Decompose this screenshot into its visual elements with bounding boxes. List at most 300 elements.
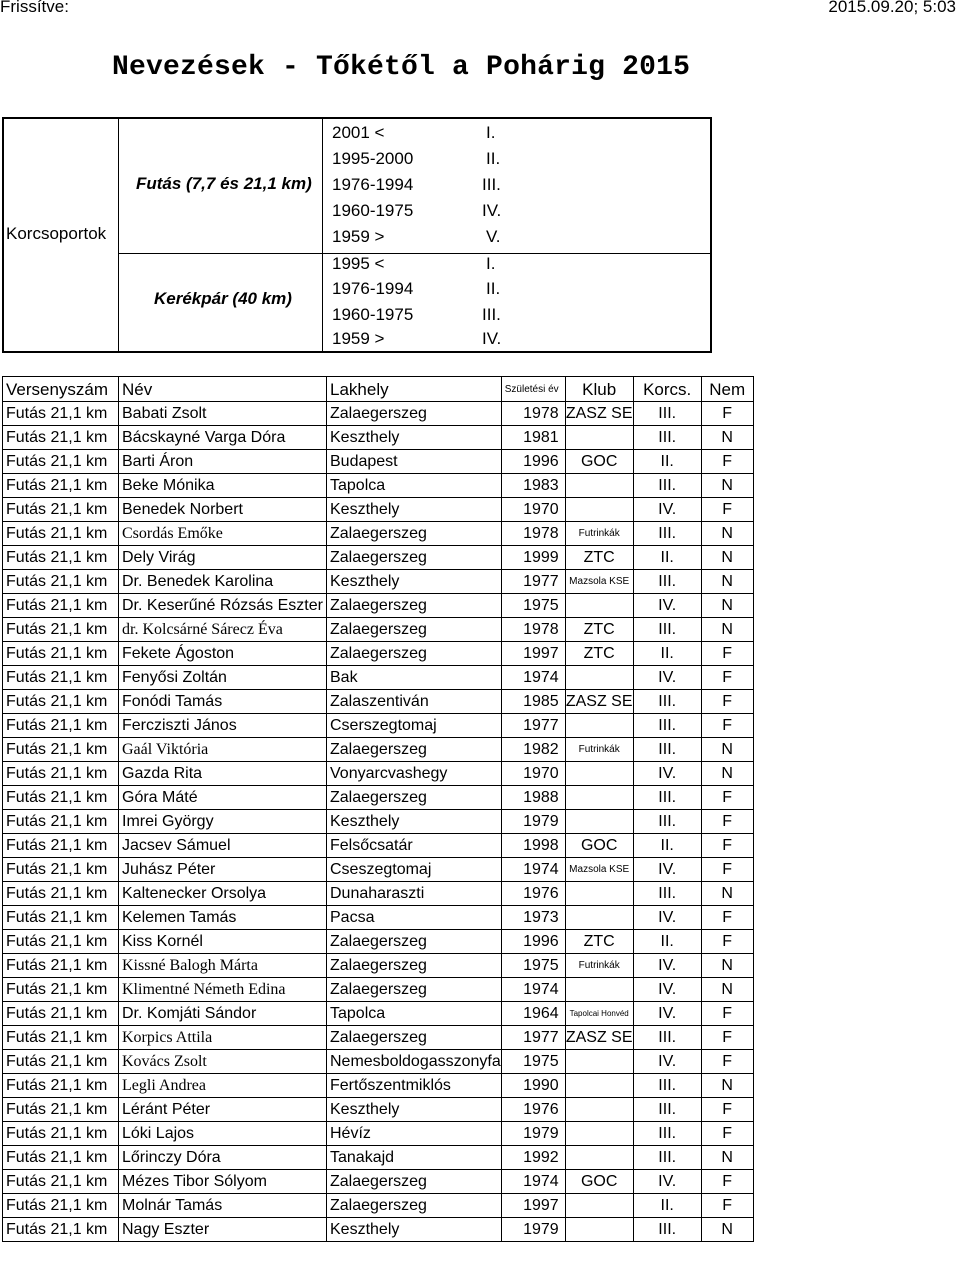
category-cell: III. [633,618,701,642]
city-cell: Pacsa [327,906,502,930]
event-cell: Futás 21,1 km [3,786,119,810]
name-cell: Molnár Tamás [119,1194,327,1218]
event-cell: Futás 21,1 km [3,666,119,690]
running-class: IV. [482,201,502,220]
name-cell: Klimentné Németh Edina [119,978,327,1002]
birth-year-cell: 1976 [501,882,565,906]
birth-year-cell: 1985 [501,690,565,714]
category-cell: II. [633,546,701,570]
gender-cell: F [701,1026,753,1050]
category-cell: III. [633,690,701,714]
gender-cell: F [701,1194,753,1218]
event-cell: Futás 21,1 km [3,474,119,498]
birth-year-cell: 1976 [501,1098,565,1122]
name-cell: Dr. Keserűné Rózsás Eszter [119,594,327,618]
club-cell [565,1098,633,1122]
table-row [3,402,754,426]
bike-class: III. [482,305,501,324]
gender-cell: F [701,1002,753,1026]
gender-cell: N [701,954,753,978]
table-row [3,522,754,546]
city-cell: Keszthely [327,1218,502,1242]
gender-cell: F [701,930,753,954]
birth-year-cell: 1978 [501,522,565,546]
city-cell: Hévíz [327,1122,502,1146]
city-cell: Tapolca [327,474,502,498]
birth-year-cell: 1992 [501,1146,565,1170]
category-cell: III. [633,810,701,834]
name-cell: Nagy Eszter [119,1218,327,1242]
header-gender: Nem [701,377,753,402]
category-cell: II. [633,1194,701,1218]
event-cell: Futás 21,1 km [3,402,119,426]
city-cell: Dunaharaszti [327,882,502,906]
table-row [3,714,754,738]
city-cell: Zalaegerszeg [327,1026,502,1050]
club-cell: ZTC [565,546,633,570]
table-row [3,1170,754,1194]
table-row [3,834,754,858]
event-cell: Futás 21,1 km [3,954,119,978]
header-birth-year: Születési év [501,377,565,402]
birth-year-cell: 1974 [501,666,565,690]
gender-cell: N [701,570,753,594]
bike-range: 1959 > [332,329,385,348]
city-cell: Zalaegerszeg [327,402,502,426]
name-cell: Góra Máté [119,786,327,810]
running-range: 1960-1975 [332,201,414,220]
table-row [3,786,754,810]
category-cell: III. [633,786,701,810]
running-range: 2001 < [332,123,385,142]
category-cell: III. [633,426,701,450]
city-cell: Zalaegerszeg [327,594,502,618]
club-cell: Mazsola KSE [565,570,633,594]
city-cell: Zalaegerszeg [327,642,502,666]
category-cell: III. [633,522,701,546]
gender-cell: F [701,714,753,738]
city-cell: Zalaegerszeg [327,618,502,642]
birth-year-cell: 1978 [501,618,565,642]
city-cell: Tanakajd [327,1146,502,1170]
name-cell: Dr. Benedek Karolina [119,570,327,594]
event-cell: Futás 21,1 km [3,1050,119,1074]
club-cell: ZASZ SE [565,690,633,714]
name-cell: Fekete Ágoston [119,642,327,666]
table-row [3,474,754,498]
name-cell: Fercziszti János [119,714,327,738]
bike-range: 1995 < [332,254,385,273]
club-cell: Tapolcai Honvéd [565,1002,633,1026]
table-row [3,546,754,570]
running-class: II. [486,149,501,168]
name-cell: Imrei György [119,810,327,834]
club-cell [565,786,633,810]
table-row [3,666,754,690]
birth-year-cell: 1990 [501,1074,565,1098]
name-cell: Babati Zsolt [119,402,327,426]
category-cell: III. [633,1098,701,1122]
category-cell: IV. [633,906,701,930]
birth-year-cell: 1997 [501,1194,565,1218]
city-cell: Keszthely [327,1098,502,1122]
table-row [3,1218,754,1242]
category-cell: III. [633,1074,701,1098]
table-row [3,930,754,954]
event-cell: Futás 21,1 km [3,570,119,594]
name-cell: Csordás Emőke [119,522,327,546]
event-cell: Futás 21,1 km [3,1002,119,1026]
name-cell: Jacsev Sámuel [119,834,327,858]
city-cell: Zalaegerszeg [327,930,502,954]
event-cell: Futás 21,1 km [3,450,119,474]
club-cell [565,1122,633,1146]
club-cell [565,1074,633,1098]
city-cell: Keszthely [327,498,502,522]
city-cell: Zalaszentiván [327,690,502,714]
birth-year-cell: 1974 [501,978,565,1002]
header-category: Korcs. [633,377,701,402]
category-cell: III. [633,402,701,426]
header-city: Lakhely [327,377,502,402]
city-cell: Zalaegerszeg [327,978,502,1002]
club-cell: ZASZ SE [565,402,633,426]
name-cell: Fenyősi Zoltán [119,666,327,690]
bike-category-label: Kerékpár (40 km) [154,289,292,308]
event-cell: Futás 21,1 km [3,1122,119,1146]
name-cell: Korpics Attila [119,1026,327,1050]
birth-year-cell: 1973 [501,906,565,930]
name-cell: Kaltenecker Orsolya [119,882,327,906]
name-cell: Mézes Tibor Sólyom [119,1170,327,1194]
event-cell: Futás 21,1 km [3,522,119,546]
category-cell: II. [633,834,701,858]
name-cell: Juhász Péter [119,858,327,882]
category-cell: III. [633,1026,701,1050]
birth-year-cell: 1996 [501,930,565,954]
birth-year-cell: 1975 [501,594,565,618]
name-cell: Kovács Zsolt [119,1050,327,1074]
birth-year-cell: 1975 [501,1050,565,1074]
city-cell: Bak [327,666,502,690]
table-row [3,450,754,474]
category-cell: III. [633,1146,701,1170]
category-cell: III. [633,474,701,498]
gender-cell: N [701,738,753,762]
table-row [3,1146,754,1170]
bike-class: IV. [482,329,502,348]
city-cell: Vonyarcvashegy [327,762,502,786]
event-cell: Futás 21,1 km [3,642,119,666]
city-cell: Zalaegerszeg [327,522,502,546]
club-cell [565,906,633,930]
name-cell: Kissné Balogh Márta [119,954,327,978]
birth-year-cell: 1977 [501,1026,565,1050]
gender-cell: N [701,618,753,642]
event-cell: Futás 21,1 km [3,594,119,618]
event-cell: Futás 21,1 km [3,858,119,882]
bike-class: II. [486,279,501,298]
city-cell: Zalaegerszeg [327,738,502,762]
city-cell: Zalaegerszeg [327,954,502,978]
table-row [3,1050,754,1074]
name-cell: Lőrinczy Dóra [119,1146,327,1170]
category-cell: II. [633,642,701,666]
city-cell: Keszthely [327,426,502,450]
event-cell: Futás 21,1 km [3,546,119,570]
category-cell: IV. [633,858,701,882]
running-class: I. [486,123,496,142]
name-cell: Benedek Norbert [119,498,327,522]
table-row [3,882,754,906]
table-row [3,1002,754,1026]
gender-cell: N [701,522,753,546]
event-cell: Futás 21,1 km [3,1098,119,1122]
table-row [3,978,754,1002]
club-cell [565,594,633,618]
club-cell: ZTC [565,618,633,642]
birth-year-cell: 1970 [501,762,565,786]
gender-cell: F [701,690,753,714]
birth-year-cell: 1996 [501,450,565,474]
city-cell: Felsőcsatár [327,834,502,858]
city-cell: Cseszegtomaj [327,858,502,882]
event-cell: Futás 21,1 km [3,426,119,450]
club-cell: Futrinkák [565,954,633,978]
running-range: 1995-2000 [332,149,414,168]
birth-year-cell: 1979 [501,810,565,834]
updated-label: Frissítve: [0,0,69,16]
birth-year-cell: 1988 [501,786,565,810]
gender-cell: F [701,498,753,522]
event-cell: Futás 21,1 km [3,1218,119,1242]
event-cell: Futás 21,1 km [3,834,119,858]
club-cell: GOC [565,834,633,858]
club-cell [565,882,633,906]
header-club: Klub [565,377,633,402]
page-title: Nevezések - Tőkétől a Pohárig 2015 [112,52,691,83]
birth-year-cell: 1982 [501,738,565,762]
category-cell: IV. [633,498,701,522]
name-cell: Gazda Rita [119,762,327,786]
club-cell: GOC [565,450,633,474]
club-cell: Mazsola KSE [565,858,633,882]
birth-year-cell: 1977 [501,570,565,594]
city-cell: Cserszegtomaj [327,714,502,738]
club-cell [565,498,633,522]
category-cell: IV. [633,762,701,786]
name-cell: Dely Virág [119,546,327,570]
table-row [3,1026,754,1050]
entries-table [2,376,754,1242]
city-cell: Keszthely [327,810,502,834]
gender-cell: N [701,1146,753,1170]
name-cell: Kiss Kornél [119,930,327,954]
city-cell: Zalaegerszeg [327,1194,502,1218]
event-cell: Futás 21,1 km [3,690,119,714]
club-cell [565,978,633,1002]
table-row [3,1098,754,1122]
gender-cell: N [701,762,753,786]
birth-year-cell: 1964 [501,1002,565,1026]
birth-year-cell: 1974 [501,858,565,882]
name-cell: Beke Mónika [119,474,327,498]
name-cell: Kelemen Tamás [119,906,327,930]
header-name: Név [119,377,327,402]
club-cell [565,1218,633,1242]
event-cell: Futás 21,1 km [3,978,119,1002]
bike-range: 1960-1975 [332,305,414,324]
table-row [3,906,754,930]
birth-year-cell: 1979 [501,1218,565,1242]
gender-cell: F [701,786,753,810]
gender-cell: N [701,474,753,498]
category-cell: IV. [633,1170,701,1194]
name-cell: Gaál Viktória [119,738,327,762]
running-category-label: Futás (7,7 és 21,1 km) [136,174,312,193]
gender-cell: F [701,1122,753,1146]
category-cell: IV. [633,954,701,978]
club-cell [565,1146,633,1170]
gender-cell: F [701,858,753,882]
city-cell: Nemesboldogasszonyfa [327,1050,502,1074]
table-row [3,1074,754,1098]
gender-cell: F [701,834,753,858]
table-header-row [3,377,754,402]
city-cell: Fertőszentmiklós [327,1074,502,1098]
club-cell [565,1194,633,1218]
category-cell: III. [633,738,701,762]
gender-cell: N [701,426,753,450]
event-cell: Futás 21,1 km [3,762,119,786]
city-cell: Zalaegerszeg [327,1170,502,1194]
club-cell [565,426,633,450]
club-cell [565,474,633,498]
birth-year-cell: 1975 [501,954,565,978]
table-row [3,1194,754,1218]
gender-cell: N [701,882,753,906]
club-cell: Futrinkák [565,738,633,762]
name-cell: Bácskayné Varga Dóra [119,426,327,450]
category-cell: IV. [633,978,701,1002]
gender-cell: F [701,642,753,666]
running-class: III. [482,175,501,194]
event-cell: Futás 21,1 km [3,1170,119,1194]
table-row [3,570,754,594]
table-row [3,858,754,882]
event-cell: Futás 21,1 km [3,930,119,954]
event-cell: Futás 21,1 km [3,1194,119,1218]
event-cell: Futás 21,1 km [3,1026,119,1050]
table-row [3,426,754,450]
event-cell: Futás 21,1 km [3,498,119,522]
event-cell: Futás 21,1 km [3,810,119,834]
category-cell: III. [633,882,701,906]
club-cell: ZTC [565,930,633,954]
gender-cell: F [701,402,753,426]
birth-year-cell: 1997 [501,642,565,666]
birth-year-cell: 1979 [501,1122,565,1146]
birth-year-cell: 1998 [501,834,565,858]
category-cell: IV. [633,594,701,618]
running-range: 1976-1994 [332,175,414,194]
birth-year-cell: 1978 [501,402,565,426]
gender-cell: F [701,1170,753,1194]
header-event: Versenyszám [3,377,119,402]
city-cell: Zalaegerszeg [327,546,502,570]
table-row [3,618,754,642]
club-cell [565,666,633,690]
bike-range: 1976-1994 [332,279,414,298]
gender-cell: F [701,906,753,930]
city-cell: Budapest [327,450,502,474]
birth-year-cell: 1977 [501,714,565,738]
city-cell: Keszthely [327,570,502,594]
gender-cell: N [701,546,753,570]
category-cell: III. [633,1122,701,1146]
category-label: Korcsoportok [6,224,107,243]
name-cell: Lóki Lajos [119,1122,327,1146]
gender-cell: F [701,1050,753,1074]
table-row [3,762,754,786]
name-cell: Fonódi Tamás [119,690,327,714]
gender-cell: N [701,978,753,1002]
updated-timestamp: 2015.09.20; 5:03 [828,0,956,16]
birth-year-cell: 1983 [501,474,565,498]
event-cell: Futás 21,1 km [3,882,119,906]
event-cell: Futás 21,1 km [3,738,119,762]
club-cell: ZTC [565,642,633,666]
name-cell: Léránt Péter [119,1098,327,1122]
category-cell: IV. [633,1002,701,1026]
table-row [3,810,754,834]
category-cell: II. [633,930,701,954]
category-cell: III. [633,714,701,738]
event-cell: Futás 21,1 km [3,906,119,930]
gender-cell: F [701,810,753,834]
name-cell: dr. Kolcsárné Sárecz Éva [119,618,327,642]
table-row [3,954,754,978]
running-range: 1959 > [332,227,385,246]
gender-cell: F [701,666,753,690]
table-row [3,498,754,522]
birth-year-cell: 1999 [501,546,565,570]
club-cell: GOC [565,1170,633,1194]
event-cell: Futás 21,1 km [3,1074,119,1098]
birth-year-cell: 1974 [501,1170,565,1194]
running-class: V. [486,227,501,246]
name-cell: Legli Andrea [119,1074,327,1098]
gender-cell: N [701,1218,753,1242]
event-cell: Futás 21,1 km [3,714,119,738]
club-cell [565,762,633,786]
table-row [3,690,754,714]
name-cell: Barti Áron [119,450,327,474]
age-category-box [2,117,712,353]
bike-class: I. [486,254,496,273]
table-row [3,1122,754,1146]
gender-cell: F [701,450,753,474]
category-cell: III. [633,1218,701,1242]
category-cell: III. [633,570,701,594]
table-row [3,642,754,666]
name-cell: Dr. Komjáti Sándor [119,1002,327,1026]
category-cell: IV. [633,666,701,690]
club-cell: Futrinkák [565,522,633,546]
birth-year-cell: 1981 [501,426,565,450]
city-cell: Zalaegerszeg [327,786,502,810]
club-cell [565,810,633,834]
